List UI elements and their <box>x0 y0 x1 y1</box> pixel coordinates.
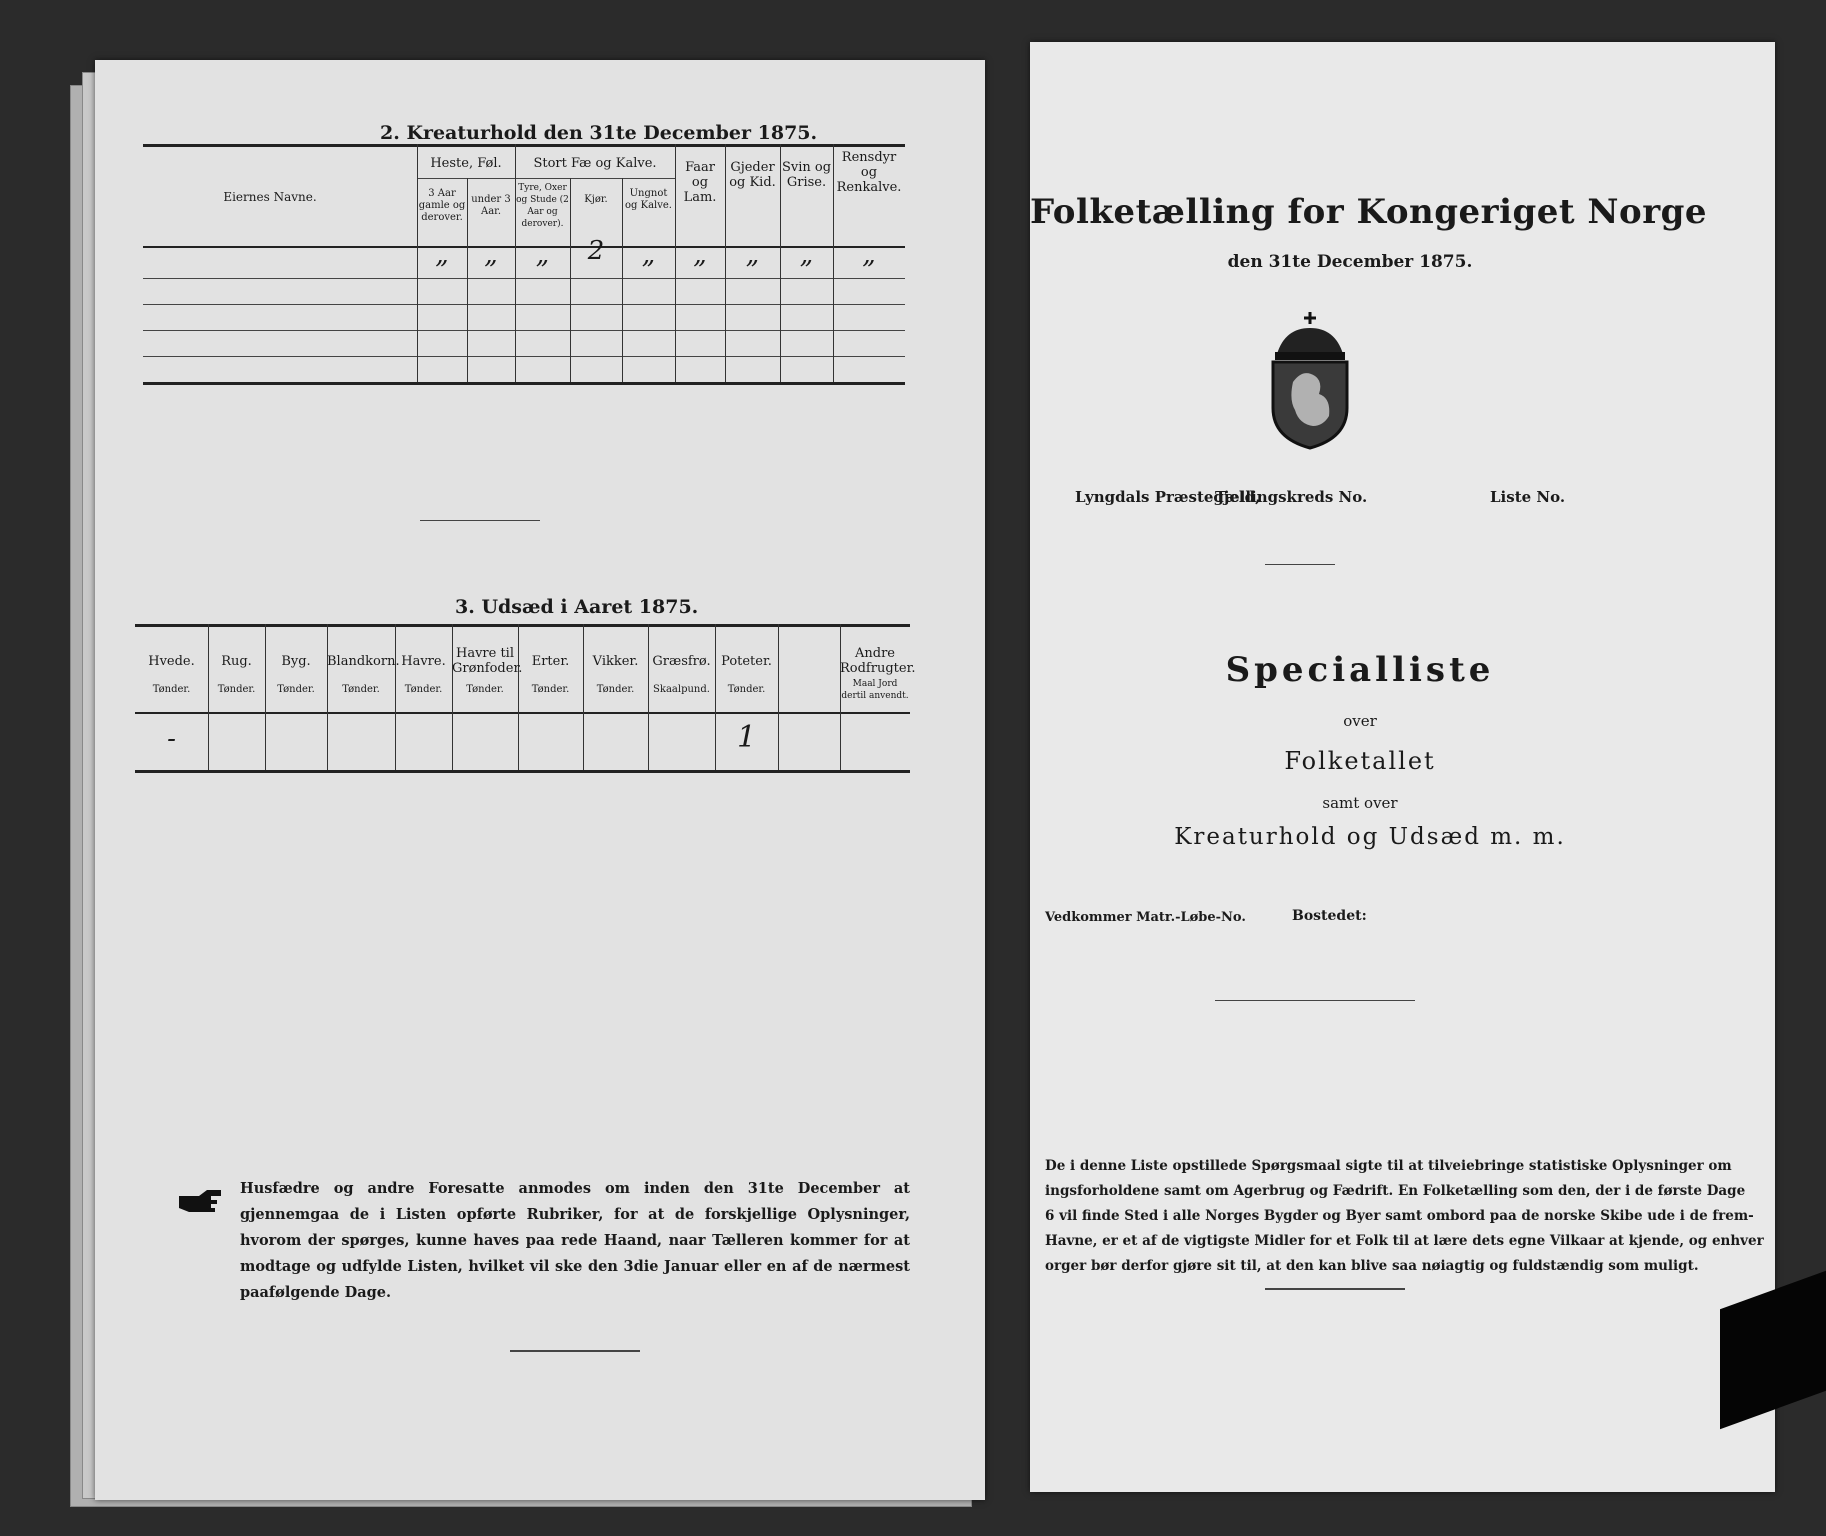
cattle-group-rule <box>515 178 675 179</box>
census-date: den 31te December 1875. <box>1227 252 1473 272</box>
s3-header-unit: Tønder. <box>342 684 380 695</box>
specialliste-heading: Specialliste <box>1225 650 1495 690</box>
norway-coat-of-arms-icon <box>1255 310 1365 450</box>
header-cattle: Stort Fæ og Kalve. <box>533 156 657 171</box>
header-sheep: Faar og Lam. <box>683 160 717 205</box>
s3-header-name: Erter. <box>531 654 570 669</box>
s3-vcol <box>778 624 779 770</box>
s3-header-name: Blandkorn. <box>327 654 400 669</box>
s3-vcol <box>327 624 328 770</box>
header-horses: Heste, Føl. <box>430 156 502 171</box>
s3-vcol <box>518 624 519 770</box>
census-title: Folketælling for Kongeriget Norge <box>1030 192 1708 232</box>
header-goats: Gjeder og Kid. <box>729 160 776 190</box>
kreaturhold-subtitle: Kreaturhold og Udsæd m. m. <box>1174 824 1566 850</box>
right-page <box>1030 42 1775 1492</box>
s3-cell: 1 <box>736 720 757 755</box>
matr-label: Vedkommer Matr.-Løbe-No. <box>1045 910 1246 925</box>
s3-vcol <box>395 624 396 770</box>
right-notice <box>1045 1154 1764 1279</box>
s3-vcol <box>648 624 649 770</box>
header-reindeer: Rensdyr og Renkalve. <box>836 150 902 195</box>
district-label: Tællingskreds No. <box>1215 488 1368 506</box>
header-horses-a: 3 Aar gamle og derover. <box>418 188 466 223</box>
samt-over-label: samt over <box>1322 794 1398 812</box>
s3-header-unit: Tønder. <box>217 684 256 695</box>
notice-line: Havne, er et af de vigtigste Midler for et Folk til at lære dets egne Vilkaar at kjende, og enhver <box>1045 1233 1764 1249</box>
parish-label: Lyngdals Præstegjeld, <box>1075 488 1261 506</box>
s2-cell: „ <box>535 240 550 270</box>
folketallet-label: Folketallet <box>1284 747 1436 775</box>
bottom-divider <box>510 1350 640 1352</box>
row-rule-2 <box>143 304 905 305</box>
section2-top-rule <box>143 144 905 147</box>
s2-cell: „ <box>435 240 449 270</box>
s2-cell: „ <box>862 240 876 270</box>
right-divider-2 <box>1215 1000 1415 1001</box>
section3-header-rule <box>135 712 910 714</box>
s3-header-unit: Tønder. <box>727 684 766 695</box>
s2-cell: „ <box>693 240 707 270</box>
s3-header-name: Hvede. <box>148 654 195 669</box>
right-divider-1 <box>1265 564 1335 565</box>
pointing-hand-icon <box>177 1186 225 1216</box>
s3-header-unit: Tønder. <box>466 684 504 695</box>
short-divider <box>420 520 540 521</box>
s3-header-unit: Tønder. <box>277 684 315 695</box>
s2-cell: 2 <box>587 236 605 266</box>
notice-line: orger bør derfor gjøre sit til, at den kan blive saa nøiagtig og fuldstændig som muligt. <box>1045 1258 1699 1274</box>
s3-header-name: Græsfrø. <box>652 654 711 669</box>
s3-header-name: Havre. <box>401 654 446 669</box>
s3-vcol <box>265 624 266 770</box>
s3-header-unit: Tønder. <box>531 684 570 695</box>
s3-vcol <box>583 624 584 770</box>
bostedet-label: Bostedet: <box>1292 908 1367 924</box>
s3-header-name: Andre Rodfrugter. <box>840 646 916 676</box>
s2-cell: „ <box>641 240 656 270</box>
row-rule-3 <box>143 330 905 331</box>
right-divider-3 <box>1265 1288 1405 1290</box>
section3-bottom-rule <box>135 770 910 773</box>
section2-title: 2. Kreaturhold den 31te December 1875. <box>380 122 818 144</box>
header-owner: Eiernes Navne. <box>223 190 317 204</box>
left-notice: Husfædre og andre Foresatte anmodes om inden den 31te December at gjennemgaa de i Listen opførte Rubriker, for at de forskjellige Oplysninger, hvorom der spørges, kunne haves paa rede Haand, naar Tælleren kommer for at modtage og udfylde Listen, hvilket vil ske den 3die Januar eller en af de nærmest paafølgende Dage. <box>240 1180 910 1301</box>
s3-header-name: Vikker. <box>592 654 639 669</box>
vcol-4 <box>570 178 571 382</box>
s2-cell: „ <box>799 240 814 270</box>
left-page <box>95 60 985 1500</box>
list-no-label: Liste No. <box>1490 488 1566 506</box>
s3-header-unit: Skaalpund. <box>653 684 710 695</box>
s3-header-name: Byg. <box>281 654 311 669</box>
header-pigs: Svin og Grise. <box>781 160 832 190</box>
s3-header-name: Rug. <box>221 654 252 669</box>
row-rule-1 <box>143 278 905 279</box>
header-horses-b: under 3 Aar. <box>471 194 511 217</box>
s3-header-unit: Tønder. <box>152 684 191 695</box>
header-cattle-c: Ungnot og Kalve. <box>625 188 672 211</box>
section3-top-rule <box>135 624 910 627</box>
notice-line: 6 vil finde Sted i alle Norges Bygder og Byer samt ombord paa de norske Skibe ude i de frem- <box>1045 1208 1754 1224</box>
section3-title: 3. Udsæd i Aaret 1875. <box>455 596 699 618</box>
s3-vcol <box>208 624 209 770</box>
horses-group-rule <box>417 178 515 179</box>
s2-cell: „ <box>745 240 760 270</box>
over-label: over <box>1343 712 1377 730</box>
s3-cell: - <box>167 724 176 754</box>
s3-header-unit: Tønder. <box>596 684 635 695</box>
header-cattle-a: Tyre, Oxer og Stude (2 Aar og derover). <box>516 183 569 229</box>
s3-header-unit: Maal Jord dertil anvendt. <box>841 679 909 701</box>
row-rule-4 <box>143 356 905 357</box>
notice-line: ingsforholdene samt om Agerbrug og Fædrift. En Folketælling som den, der i de første Dage <box>1045 1183 1746 1199</box>
notice-line: De i denne Liste opstillede Spørgsmaal sigte til at tilveiebringe statistiske Oplysninger om <box>1045 1158 1732 1174</box>
header-cattle-b: Kjør. <box>584 194 608 205</box>
section2-bottom-rule <box>143 382 905 385</box>
s3-header-name: Havre til Grønfoder. <box>452 646 523 676</box>
s3-header-name: Poteter. <box>721 654 772 669</box>
s3-header-unit: Tønder. <box>404 684 443 695</box>
s2-cell: „ <box>484 240 498 270</box>
